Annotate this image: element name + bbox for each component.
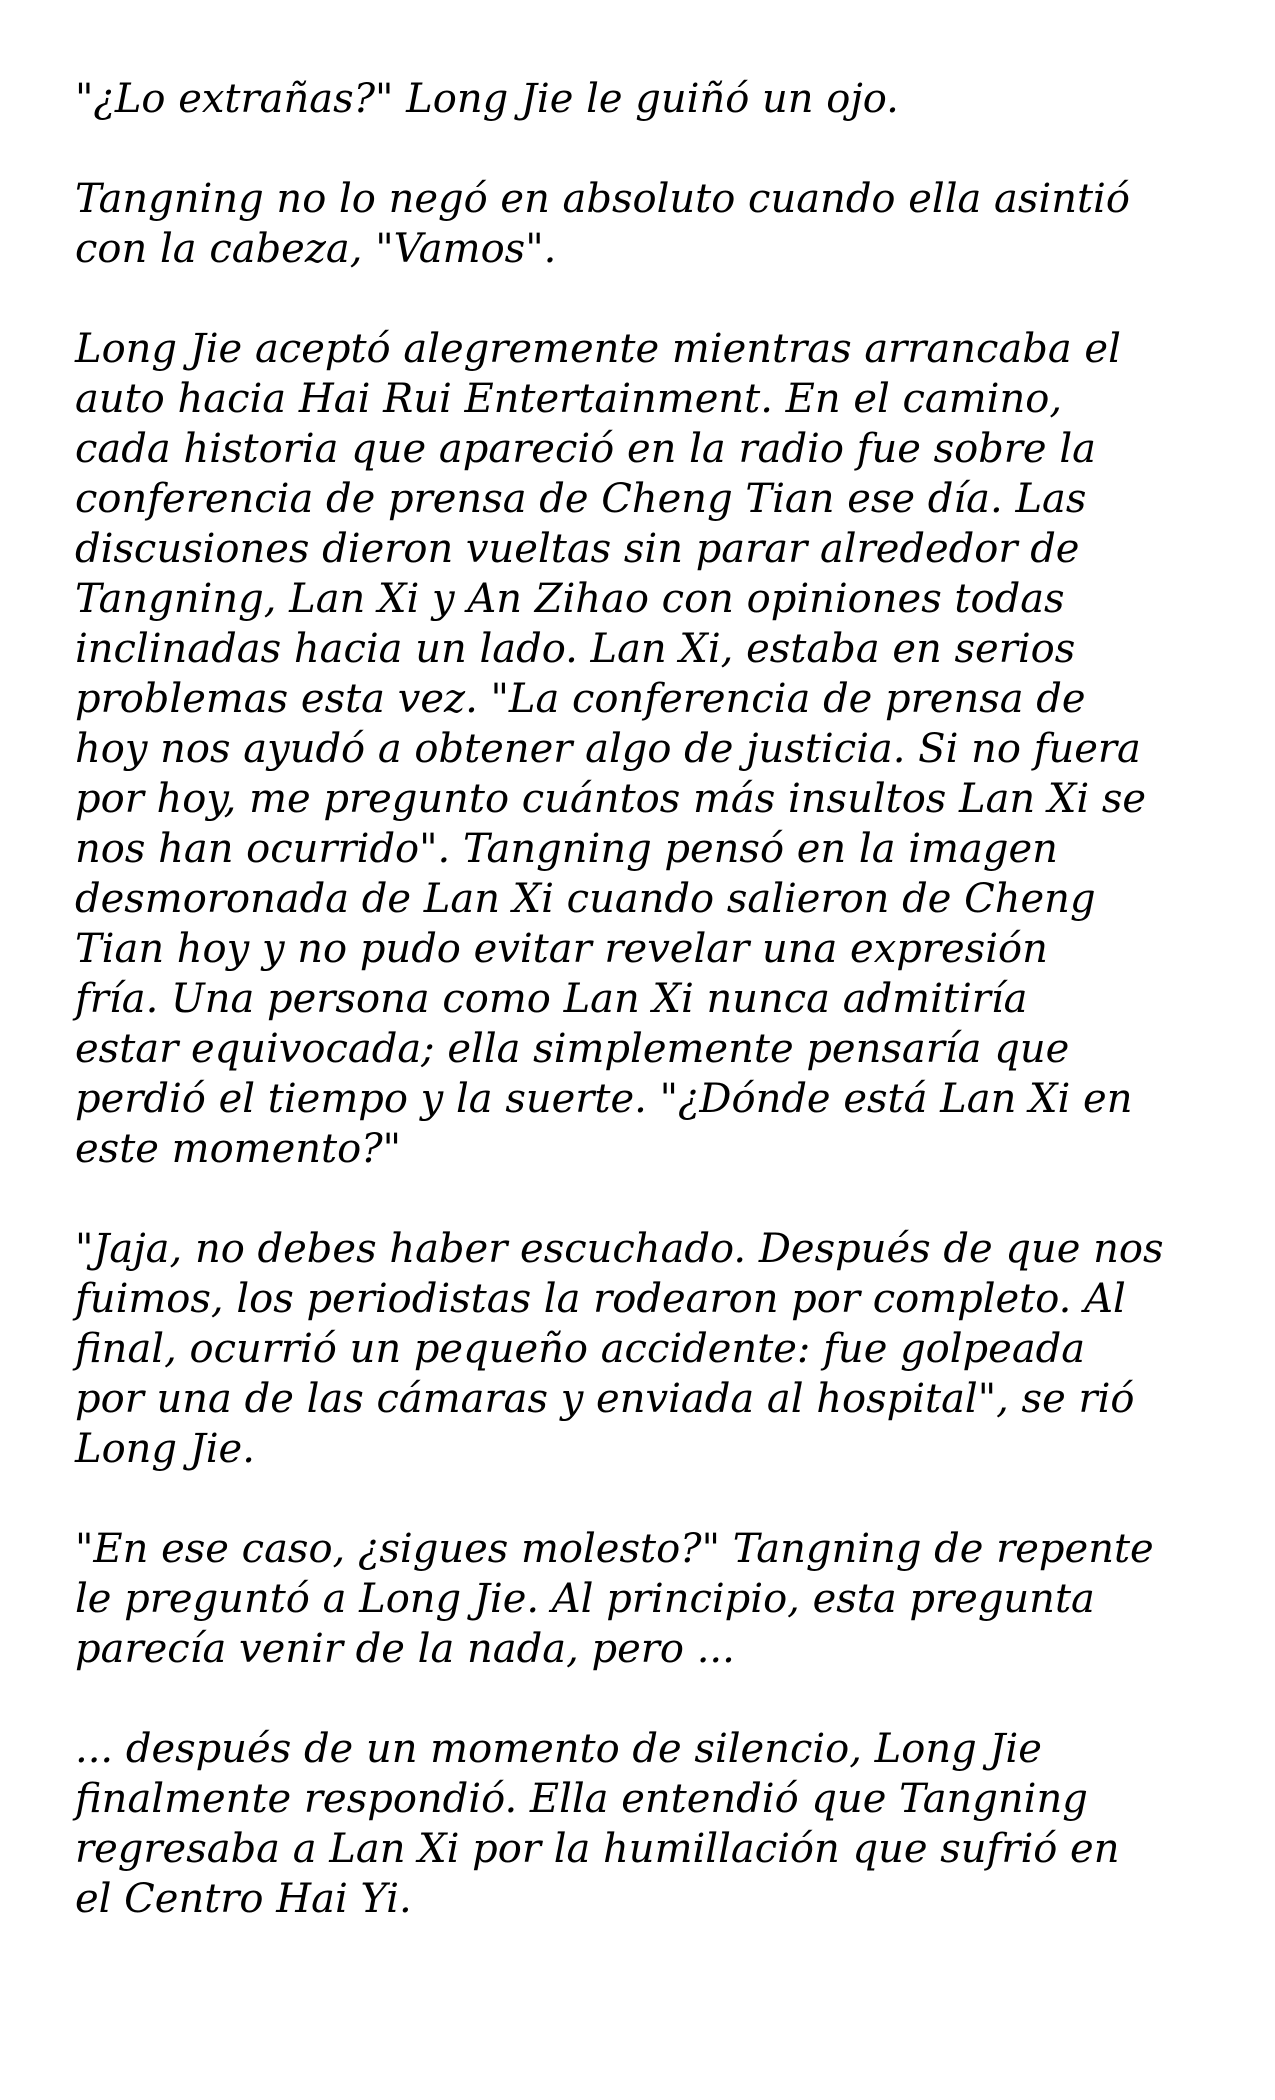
text-line: regresaba a Lan Xi por la humillación que sufrió en <box>75 1826 1120 1872</box>
text-line: parecía venir de la nada, pero ... <box>75 1626 735 1672</box>
text-line: "En ese caso, ¿sigues molesto?" Tangning de repente <box>75 1526 1154 1572</box>
text-line: por hoy, me pregunto cuántos más insultos Lan Xi se <box>75 776 1147 822</box>
text-line: inclinadas hacia un lado. Lan Xi, estaba en serios <box>75 626 1076 672</box>
text-line: "¿Lo extrañas?" Long Jie le guiñó un ojo. <box>75 76 899 122</box>
text-line: Tangning no lo negó en absoluto cuando ella asintió <box>75 176 1130 222</box>
text-line: finalmente respondió. Ella entendió que Tangning <box>75 1776 1088 1822</box>
text-line: problemas esta vez. "La conferencia de prensa de <box>75 676 1086 722</box>
text-line: Long Jie. <box>75 1426 255 1472</box>
paragraph <box>75 174 1235 274</box>
text-line: fuimos, los periodistas la rodearon por completo. Al <box>75 1276 1126 1322</box>
text-line: estar equivocada; ella simplemente pensaría que <box>75 1026 1070 1072</box>
text-line: le preguntó a Long Jie. Al principio, esta pregunta <box>75 1576 1095 1622</box>
text-line: con la cabeza, "Vamos". <box>75 226 557 272</box>
text-line: discusiones dieron vueltas sin parar alrededor de <box>75 526 1080 572</box>
text-line: nos han ocurrido". Tangning pensó en la imagen <box>75 826 1058 872</box>
paragraph <box>75 324 1235 1174</box>
text-line: Tian hoy y no pudo evitar revelar una expresión <box>75 926 1048 972</box>
text-line: desmoronada de Lan Xi cuando salieron de Cheng <box>75 876 1096 922</box>
paragraph <box>75 1224 1235 1474</box>
text-line: perdió el tiempo y la suerte. "¿Dónde está Lan Xi en <box>75 1076 1133 1122</box>
text-line: final, ocurrió un pequeño accidente: fue golpeada <box>75 1326 1086 1372</box>
text-line: fría. Una persona como Lan Xi nunca admitiría <box>75 976 1028 1022</box>
paragraph <box>75 1724 1235 1924</box>
text-line: Tangning, Lan Xi y An Zihao con opiniones todas <box>75 576 1065 622</box>
text-line: por una de las cámaras y enviada al hospital", se rió <box>75 1376 1135 1422</box>
paragraph <box>75 1524 1235 1674</box>
paragraph <box>75 74 1235 124</box>
text-line: hoy nos ayudó a obtener algo de justicia. Si no fuera <box>75 726 1141 772</box>
text-line: "Jaja, no debes haber escuchado. Después de que nos <box>75 1226 1164 1272</box>
text-line: el Centro Hai Yi. <box>75 1876 412 1922</box>
text-line: auto hacia Hai Rui Entertainment. En el camino, <box>75 376 1063 422</box>
text-line: Long Jie aceptó alegremente mientras arrancaba el <box>75 326 1121 372</box>
text-line: conferencia de prensa de Cheng Tian ese día. Las <box>75 476 1087 522</box>
text-line: este momento?" <box>75 1126 402 1172</box>
text-line: cada historia que apareció en la radio fue sobre la <box>75 426 1096 472</box>
text-line: ... después de un momento de silencio, Long Jie <box>75 1726 1042 1772</box>
